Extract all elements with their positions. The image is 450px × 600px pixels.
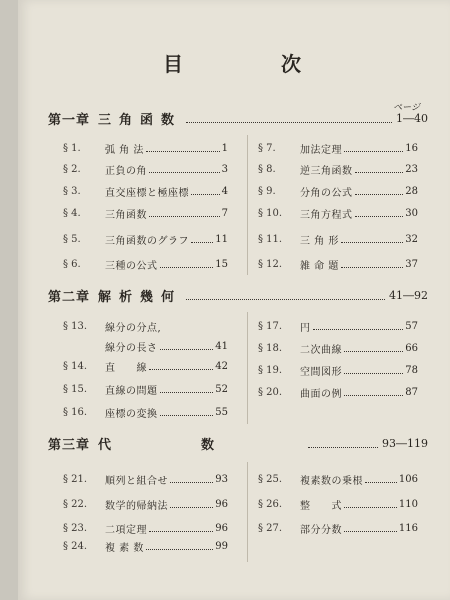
chapter-pages: 41―92 [389, 288, 428, 302]
section-title: 二項定理 [105, 524, 147, 536]
section-title: 直 線 [105, 362, 147, 374]
toc-entry-continued [105, 338, 228, 354]
toc-entry [258, 231, 418, 247]
leader-dots [355, 216, 404, 217]
leader-dots [344, 507, 397, 508]
toc-entry [258, 384, 418, 400]
leader-dots [344, 373, 403, 374]
section-page: 42 [215, 360, 228, 372]
leader-dots [191, 242, 213, 243]
section-page: 110 [398, 498, 418, 510]
chapter-label: 第一章 [48, 112, 91, 128]
section-title: 整 式 [300, 500, 342, 512]
toc-entry [63, 256, 228, 272]
leader-dots [146, 549, 213, 550]
section-number: § 13. [63, 320, 88, 332]
chapter-name: 三角函数 [98, 112, 183, 128]
section-number: § 21. [63, 473, 88, 485]
section-number: § 6. [63, 258, 81, 270]
toc-entry [258, 496, 418, 512]
section-page: 96 [215, 498, 228, 510]
section-number: § 1. [63, 142, 81, 154]
section-title: 曲面の例 [300, 388, 342, 400]
leader-dots [146, 151, 220, 152]
toc-entry [63, 231, 228, 247]
toc-entry [258, 471, 418, 487]
chapter-pages: 1―40 [396, 111, 428, 125]
section-number: § 16. [63, 406, 88, 418]
section-title: 複素数の乗根 [300, 475, 363, 487]
section-title: 逆三角函数 [300, 165, 353, 177]
leader-dots [191, 194, 220, 195]
toc-entry [63, 404, 228, 420]
section-page: 66 [405, 342, 418, 354]
leader-dots [160, 267, 214, 268]
column-divider [247, 135, 248, 275]
leader-dots [160, 349, 214, 350]
section-number: § 2. [63, 163, 81, 175]
toc-entry [63, 318, 228, 334]
section-number: § 10. [258, 207, 283, 219]
leader-dots [186, 299, 385, 300]
section-number: § 5. [63, 233, 81, 245]
section-page: 106 [398, 473, 418, 485]
toc-entry [258, 161, 418, 177]
section-number: § 20. [258, 386, 283, 398]
leader-dots [355, 172, 404, 173]
toc-entry [63, 381, 228, 397]
toc-entry [63, 538, 228, 554]
section-title-continued: 線分の長さ [105, 342, 158, 354]
toc-entry [63, 161, 228, 177]
section-page: 96 [215, 522, 228, 534]
column-divider [247, 462, 248, 562]
toc-entry [258, 362, 418, 378]
section-number: § 19. [258, 364, 283, 376]
toc-entry [258, 318, 418, 334]
section-page: 1 [221, 142, 228, 154]
chapter-label: 第二章 [48, 289, 91, 305]
leader-dots [160, 415, 214, 416]
section-title: 加法定理 [300, 144, 342, 156]
leader-dots [170, 482, 213, 483]
chapter-pages: 93―119 [382, 436, 428, 450]
section-page: 41 [215, 340, 228, 352]
section-number: § 12. [258, 258, 283, 270]
section-title: 三角函数のグラフ [105, 235, 189, 247]
toc-entry [258, 140, 418, 156]
leader-dots [313, 329, 404, 330]
section-page: 37 [405, 258, 418, 270]
toc-entry [63, 205, 228, 221]
book-page [18, 0, 450, 600]
section-title: 雑 命 題 [300, 260, 339, 272]
section-page: 52 [215, 383, 228, 395]
section-number: § 26. [258, 498, 283, 510]
section-page: 30 [405, 207, 418, 219]
leader-dots [149, 369, 213, 370]
title-char-1: 目 [163, 52, 185, 76]
section-title: 座標の変換 [105, 408, 158, 420]
chapter-name: 代数 [98, 437, 305, 453]
chapter-2-heading [48, 285, 428, 305]
section-title: 数学的帰納法 [105, 500, 168, 512]
section-title: 順列と組合せ [105, 475, 168, 487]
leader-dots [149, 531, 213, 532]
column-divider [247, 312, 248, 424]
chapter-1-heading [48, 108, 428, 128]
toc-entry [258, 205, 418, 221]
section-number: § 22. [63, 498, 88, 510]
section-title: 線分の分点, [105, 322, 162, 334]
leader-dots [344, 351, 403, 352]
section-title: 三 角 形 [300, 235, 339, 247]
section-title: 複 素 数 [105, 542, 144, 554]
section-page: 4 [221, 185, 228, 197]
section-number: § 11. [258, 233, 283, 245]
section-page: 16 [405, 142, 418, 154]
chapter-label: 第三章 [48, 437, 91, 453]
section-page: 87 [405, 386, 418, 398]
toc-entry [63, 496, 228, 512]
leader-dots [344, 531, 397, 532]
section-number: § 8. [258, 163, 276, 175]
section-number: § 23. [63, 522, 88, 534]
section-number: § 3. [63, 185, 81, 197]
toc-entry [258, 340, 418, 356]
toc-entry [63, 183, 228, 199]
toc-entry [258, 183, 418, 199]
leader-dots [365, 482, 397, 483]
toc-entry [258, 520, 418, 536]
chapter-3-heading [48, 433, 428, 453]
section-title: 分角の公式 [300, 187, 353, 199]
section-title: 正負の角 [105, 165, 147, 177]
section-title: 三種の公式 [105, 260, 158, 272]
toc-entry [63, 140, 228, 156]
leader-dots [149, 172, 220, 173]
section-page: 57 [405, 320, 418, 332]
leader-dots [308, 447, 378, 448]
section-title: 三角方程式 [300, 209, 353, 221]
section-number: § 9. [258, 185, 276, 197]
section-number: § 18. [258, 342, 283, 354]
leader-dots [344, 151, 403, 152]
section-number: § 24. [63, 540, 88, 552]
section-page: 7 [221, 207, 228, 219]
leader-dots [170, 507, 213, 508]
toc-entry [258, 256, 418, 272]
section-page: 28 [405, 185, 418, 197]
section-number: § 15. [63, 383, 88, 395]
section-title: 三角函数 [105, 209, 147, 221]
section-page: 78 [405, 364, 418, 376]
section-page: 116 [398, 522, 418, 534]
section-number: § 14. [63, 360, 88, 372]
chapter-name: 解析幾何 [98, 289, 183, 305]
section-page: 23 [405, 163, 418, 175]
leader-dots [149, 216, 220, 217]
section-title: 直線の問題 [105, 385, 158, 397]
section-number: § 7. [258, 142, 276, 154]
section-page: 32 [405, 233, 418, 245]
section-title: 円 [300, 322, 311, 334]
leader-dots [341, 267, 403, 268]
section-number: § 27. [258, 522, 283, 534]
section-page: 15 [215, 258, 228, 270]
section-page: 55 [215, 406, 228, 418]
section-number: § 17. [258, 320, 283, 332]
section-number: § 4. [63, 207, 81, 219]
section-page: 3 [221, 163, 228, 175]
leader-dots [355, 194, 404, 195]
leader-dots [160, 392, 214, 393]
toc-entry [63, 471, 228, 487]
toc-entry [63, 358, 228, 374]
leader-dots [344, 395, 403, 396]
page-column-note: ページ [393, 103, 420, 113]
section-number: § 25. [258, 473, 283, 485]
section-page: 99 [215, 540, 228, 552]
section-title: 空間図形 [300, 366, 342, 378]
toc-entry [63, 520, 228, 536]
section-page: 11 [215, 233, 228, 245]
title-char-2: 次 [281, 52, 303, 76]
leader-dots [341, 242, 403, 243]
section-title: 二次曲線 [300, 344, 342, 356]
section-title: 弧 角 法 [105, 144, 144, 156]
page-title [163, 48, 303, 77]
section-title: 直交座標と極座標 [105, 187, 189, 199]
section-page: 93 [215, 473, 228, 485]
section-title: 部分分数 [300, 524, 342, 536]
leader-dots [186, 122, 392, 123]
